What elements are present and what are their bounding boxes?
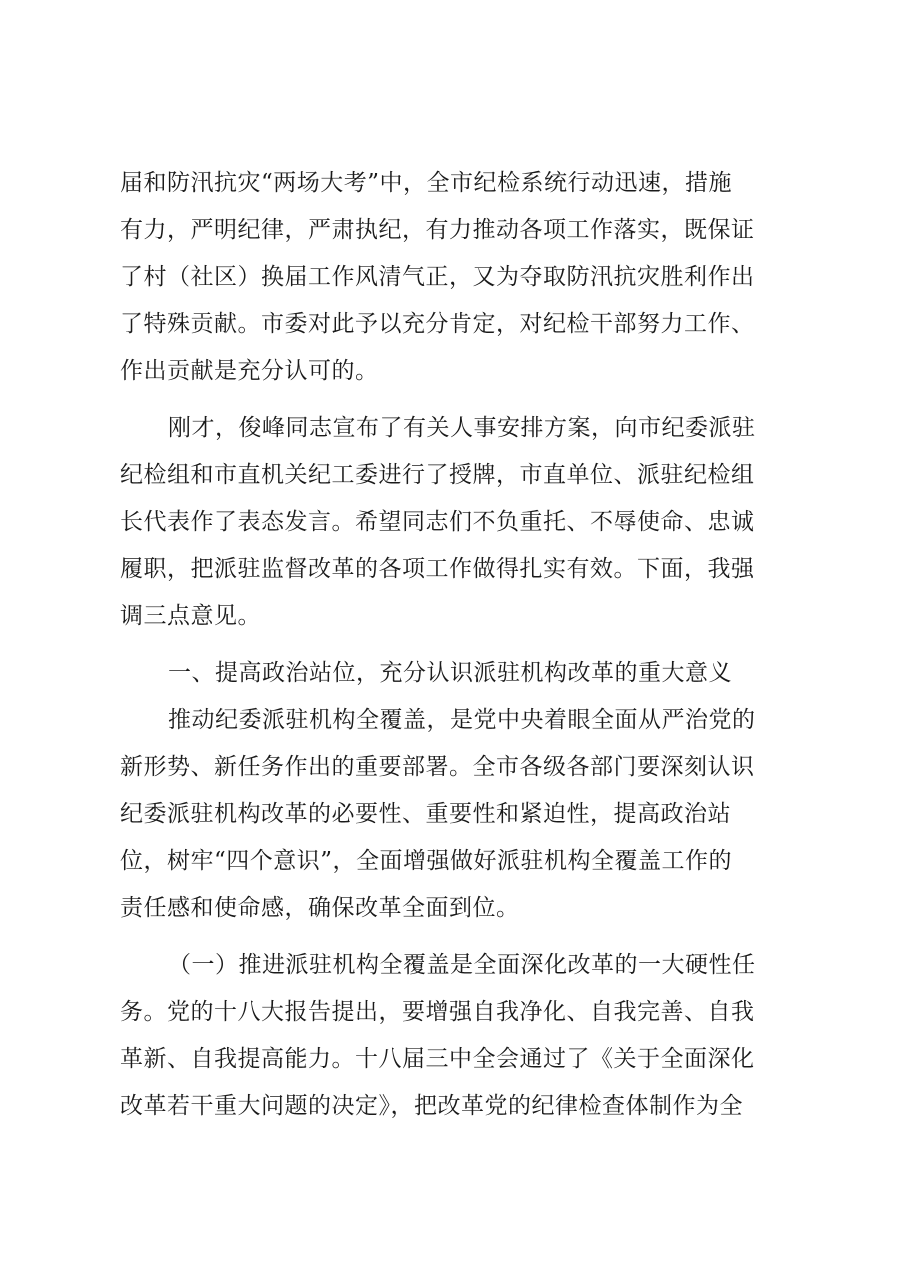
text-line: 刚才，俊峰同志宣布了有关人事安排方案，向市纪委派驻 [168, 415, 756, 441]
paragraph-gap [120, 932, 800, 942]
text-line: 届和防汛抗灾“两场大考”中，全市纪检系统行动迅速，措施 [120, 170, 733, 196]
text-line: 有力，严明纪律，严肃执纪，有力推动各项工作落实，既保证 [120, 217, 755, 243]
text-line: 作出贡献是充分认可的。 [120, 358, 379, 384]
paragraph [120, 160, 800, 395]
text-line: 纪检组和市直机关纪工委进行了授牌，市直单位、派驻纪检组 [120, 462, 755, 488]
text-line: 了村（社区）换届工作风清气正，又为夺取防汛抗灾胜利作出 [120, 264, 755, 290]
paragraph [120, 697, 800, 932]
text-line: 推动纪委派驻机构全覆盖，是党中央着眼全面从严治党的 [168, 707, 756, 733]
text-line: 务。党的十八大报告提出，要增强自我净化、自我完善、自我 [120, 999, 755, 1025]
text-line: 了特殊贡献。市委对此予以充分肯定，对纪检干部努力工作、 [120, 311, 755, 337]
text-line: 革新、自我提高能力。十八届三中全会通过了《关于全面深化 [120, 1046, 755, 1072]
paragraph-gap [120, 395, 800, 405]
document-body [120, 160, 800, 1130]
text-line: 调三点意见。 [120, 603, 261, 629]
section-heading [120, 650, 800, 697]
text-line: 新形势、新任务作出的重要部署。全市各级各部门要深刻认识 [120, 754, 755, 780]
paragraph [120, 942, 800, 1130]
heading-line: 一、提高政治站位，充分认识派驻机构改革的重大意义 [168, 660, 732, 686]
text-line: 改革若干重大问题的决定》，把改革党的纪律检查体制作为全 [120, 1093, 743, 1119]
text-line: 纪委派驻机构改革的必要性、重要性和紧迫性，提高政治站 [120, 801, 731, 827]
text-line: 长代表作了表态发言。希望同志们不负重托、不辱使命、忠诚 [120, 509, 755, 535]
text-line: （一）推进派驻机构全覆盖是全面深化改革的一大硬性任 [168, 952, 756, 978]
text-line: 责任感和使命感，确保改革全面到位。 [120, 895, 520, 921]
paragraph [120, 405, 800, 640]
text-line: 履职，把派驻监督改革的各项工作做得扎实有效。下面，我强 [120, 556, 755, 582]
text-line: 位，树牢“四个意识”，全面增强做好派驻机构全覆盖工作的 [120, 848, 733, 874]
paragraph-gap [120, 640, 800, 650]
